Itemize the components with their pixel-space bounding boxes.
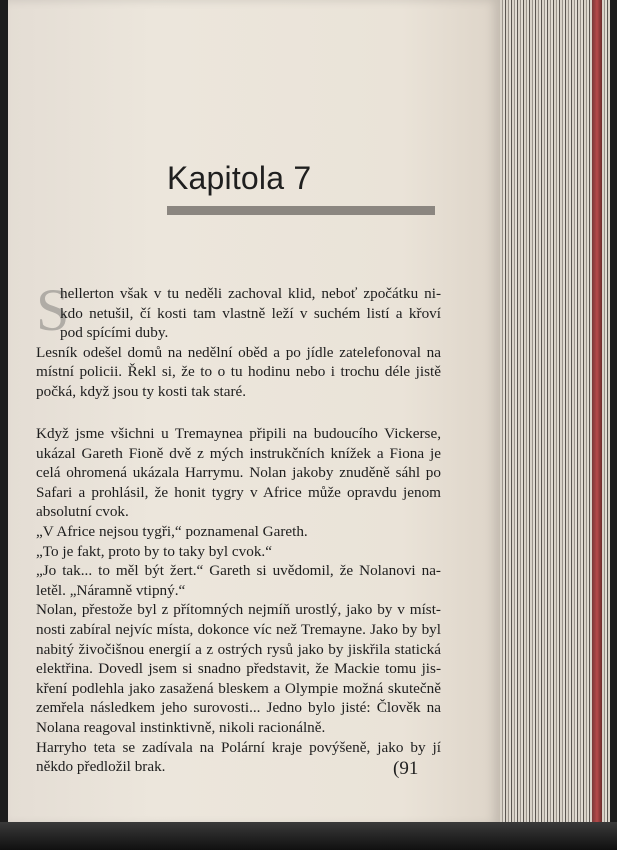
opening-paragraphs <box>36 284 441 402</box>
text-line: elektřina. Dovedl jsem si snadno představit, že Mackie tomu jis- <box>36 660 441 678</box>
text-line: „To je fakt, proto by to taky byl cvok.“ <box>36 542 272 560</box>
text-line: celá ohromená ukázala Harrymu. Nolan jakoby znuděně sáhl po <box>36 464 441 482</box>
text-line: někdo předložil brak. <box>36 758 166 776</box>
book-edge-marker <box>592 0 602 850</box>
chapter-rule <box>167 206 435 215</box>
text-line: kdo netušil, čí kosti tam vlastně leží v suchém listí a křoví <box>60 304 441 322</box>
text-line: nosti zabíral nejvíc místa, dokonce víc než Tremayne. Jako by byl <box>36 620 441 638</box>
text-line: místní policii. Řekl si, že to o tu hodinu nebo i trochu déle jistě <box>36 363 441 381</box>
text-line: zemřela následkem jeho surovosti... Jedno bylo jisté: Člověk na <box>36 699 441 717</box>
text-line: letěl. „Náramně vtipný.“ <box>36 581 186 599</box>
text-line: Safari a prohlásil, že honit tygry v Africe může opravdu jenom <box>36 483 441 501</box>
text-line: „Jo tak... to měl být žert.“ Gareth si uvědomil, že Nolanovi na- <box>36 562 441 580</box>
text-line: absolutní cvok. <box>36 503 129 521</box>
drop-cap: S <box>36 277 70 343</box>
text-line: hellerton však v tu neděli zachoval klid, neboť zpočátku ni- <box>60 285 441 302</box>
text-line: „V Africe nejsou tygři,“ poznamenal Gareth. <box>36 522 308 540</box>
page-number: (91 <box>393 758 419 779</box>
text-line: Harryho teta se zadívala na Polární kraje povýšeně, jako by jí <box>36 738 441 756</box>
text-line: Nolan, přestože byl z přítomných nejmíň urostlý, jako by v míst- <box>36 601 441 619</box>
bottom-shadow <box>0 822 617 850</box>
body-paragraphs <box>36 424 441 777</box>
text-line: kření podlehla jako zasažená bleskem a Olympie možná skutečně <box>36 679 441 697</box>
chapter-title: Kapitola 7 <box>167 160 312 196</box>
text-line: Nolana reagoval instinktivně, nikoli racionálně. <box>36 718 326 736</box>
text-line: nabitý živočišnou energií a z ostrých rysů jako by jiskřila statická <box>36 640 441 658</box>
text-line: Když jsme všichni u Tremaynea připili na budoucího Vickerse, <box>36 425 441 442</box>
text-line: Lesník odešel domů na nedělní oběd a po jídle zatelefonoval na <box>36 343 441 361</box>
text-line: počká, když jsou ty kosti tak staré. <box>36 382 247 400</box>
text-line: pod spícími duby. <box>60 324 169 342</box>
text-line: ukázal Gareth Fioně dvě z mých instrukčních knížek a Fiona je <box>36 444 441 462</box>
